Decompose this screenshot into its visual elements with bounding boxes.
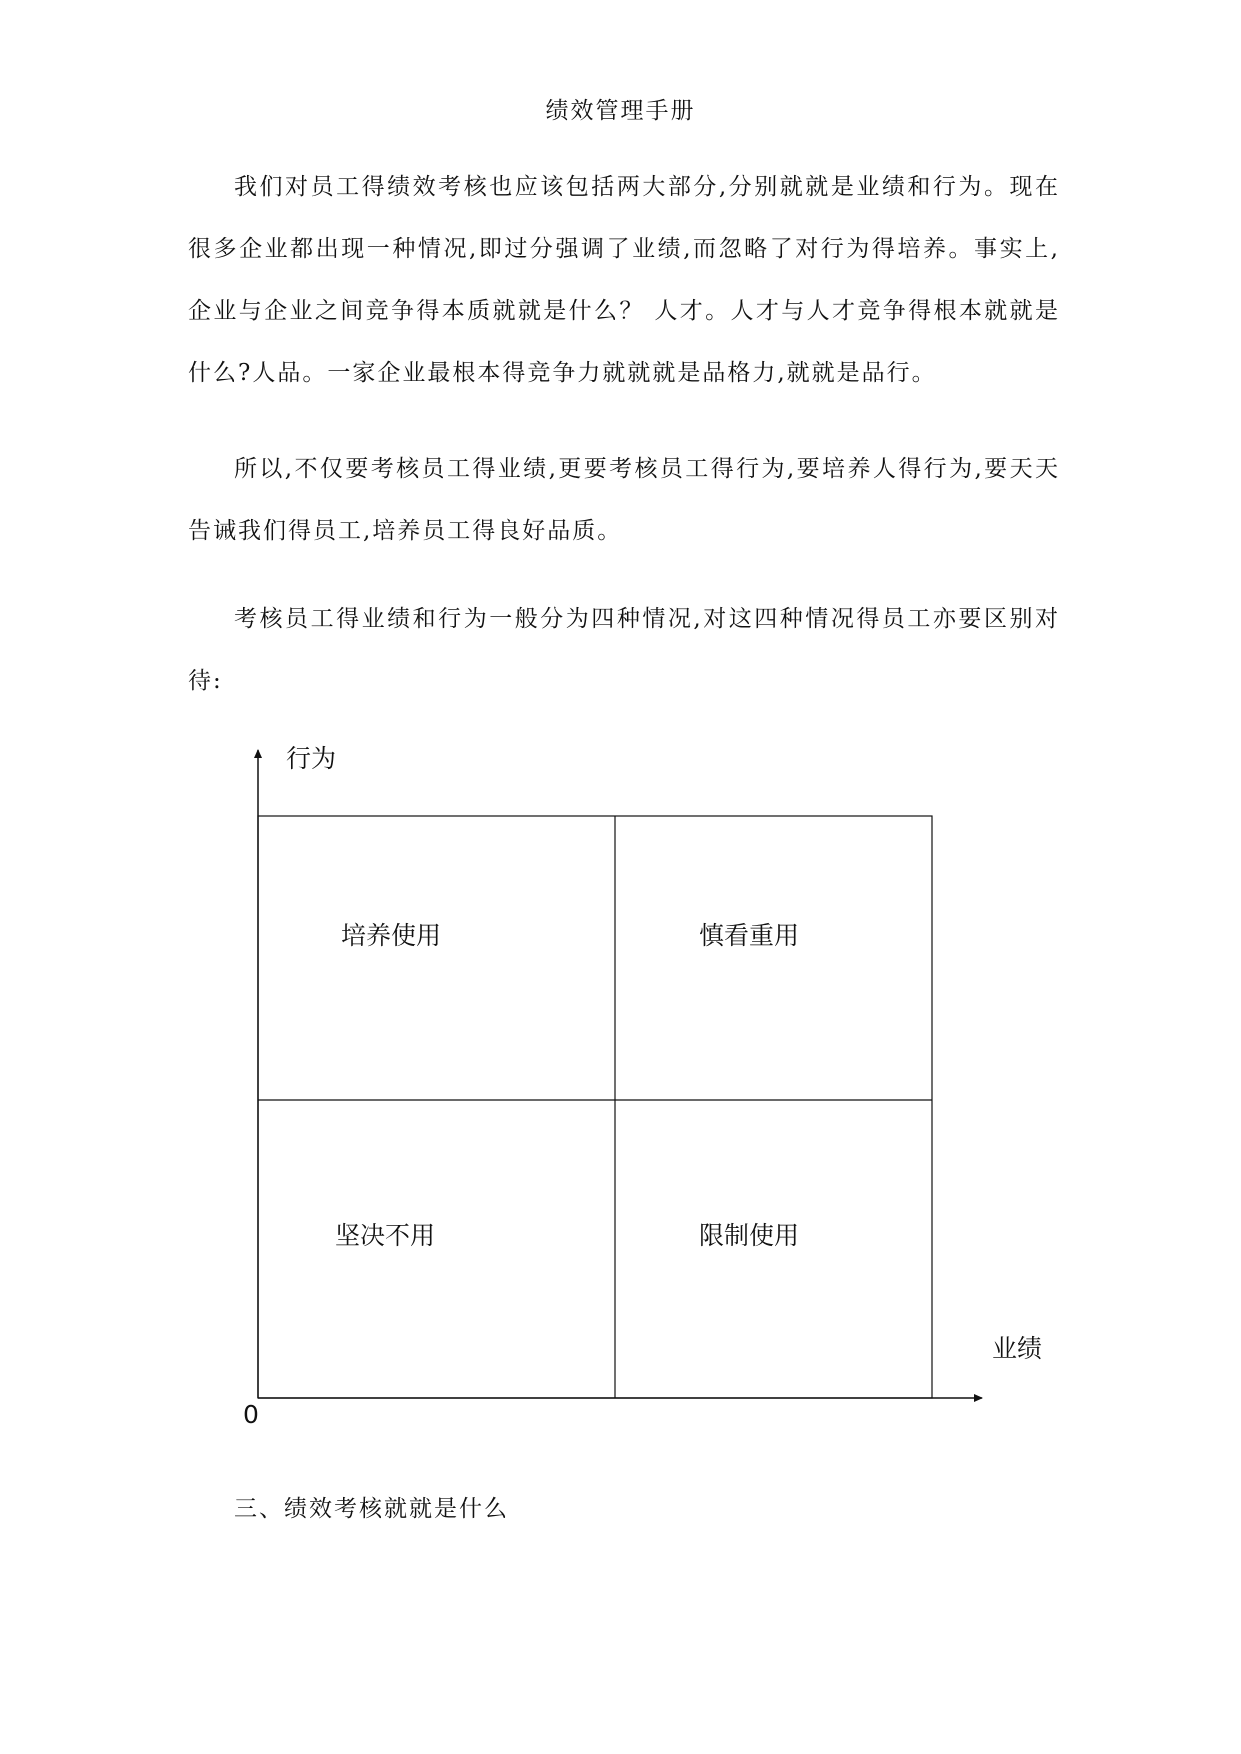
quadrant-grid bbox=[258, 816, 932, 1398]
page-title: 绩效管理手册 bbox=[545, 98, 696, 124]
y-axis-label: 行为 bbox=[286, 744, 337, 773]
quadrant-top-right: 慎看重用 bbox=[699, 921, 800, 950]
quadrant-top-left: 培养使用 bbox=[341, 921, 442, 950]
paragraph: 考核员工得业绩和行为一般分为四种情况,对这四种情况得员工亦要区别对待: bbox=[188, 606, 1060, 694]
quadrant-bottom-right: 限制使用 bbox=[699, 1221, 800, 1250]
paragraph: 所以,不仅要考核员工得业绩,更要考核员工得行为,要培养人得行为,要天天告诫我们得员工,培养员工得良好品质。 bbox=[188, 456, 1060, 544]
paragraph: 我们对员工得绩效考核也应该包括两大部分,分别就就是业绩和行为。现在很多企业都出现一种情况,即过分强调了业绩,而忽略了对行为得培养。事实上,企业与企业之间竞争得本质就就是什么？ 人才。人才与人才竞争得根本就就是什么?人品。一家企业最根本得竞争力就就就是品格力,就就是品行。 bbox=[188, 174, 1060, 386]
origin-label: 0 bbox=[243, 1400, 259, 1429]
quadrant-bottom-left: 坚决不用 bbox=[335, 1221, 436, 1250]
x-axis-label: 业绩 bbox=[992, 1334, 1043, 1363]
section-heading: 三、绩效考核就就是什么 bbox=[234, 1496, 509, 1522]
